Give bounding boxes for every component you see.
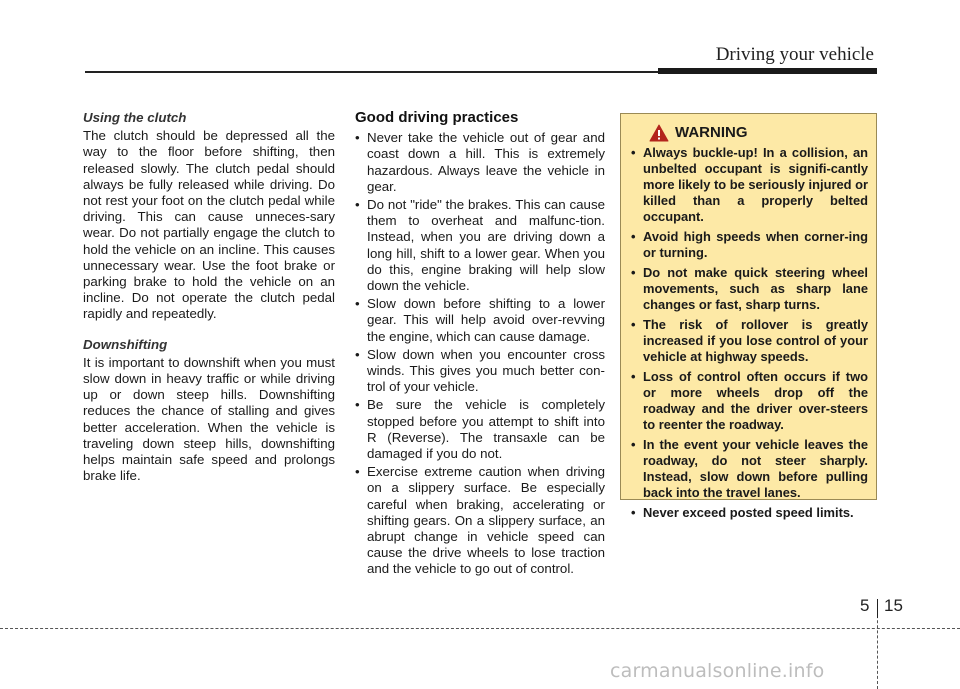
- watermark: carmanualsonline.info: [610, 660, 825, 682]
- left-column: [83, 110, 335, 498]
- warning-item: • Avoid high speeds when corner-ing or turning.: [631, 229, 868, 261]
- warning-item: • In the event your vehicle leaves the roadway, do not steer sharply. Instead, slow down before pulling back into the travel lanes.: [631, 437, 868, 501]
- section-downshifting: [83, 337, 335, 485]
- warning-list: [631, 145, 868, 521]
- chapter-number: 5: [860, 596, 870, 615]
- warning-item: • Never exceed posted speed limits.: [631, 505, 868, 521]
- paragraph-using-clutch: The clutch should be depressed all the way to the floor before shifting, then released slowly. The clutch pedal should always be fully released while driving. Do not rest your foot on the clutch pedal while driving. This can cause unneces-sary wear. Do not partially engage the clutch to hold the vehicle on an incline. This causes unnecessary wear. Use the foot brake or parking brake to hold the vehicle on an incline. Do not operate the clutch pedal rapidly and repeatedly.: [83, 128, 335, 322]
- header-title: Driving your vehicle: [715, 44, 874, 65]
- list-item: • Do not "ride" the brakes. This can cause them to overheat and malfunc-tion. Instead, when you are driving down a long hill, shift to a lower gear. When you do this, engine braking will help slow down the vehicle.: [355, 197, 605, 294]
- warning-item: • Always buckle-up! In a collision, an unbelted occupant is signifi-cantly more likely to be seriously injured or killed than a properly belted occupant.: [631, 145, 868, 225]
- list-item: • Be sure the vehicle is completely stopped before you attempt to shift into R (Reverse). The transaxle can be damaged if you do not.: [355, 397, 605, 462]
- header-rule-accent: [658, 68, 877, 74]
- section-using-clutch: [83, 110, 335, 323]
- footer-rule: [0, 628, 960, 629]
- list-item: • Slow down when you encounter cross winds. This gives you much better con-trol of your vehicle.: [355, 347, 605, 396]
- subhead-using-clutch: Using the clutch: [83, 110, 187, 125]
- warning-item: • Loss of control often occurs if two or more wheels drop off the roadway and the driver over-steers to reenter the roadway.: [631, 369, 868, 433]
- list-item: • Exercise extreme caution when driving on a slippery surface. Be especially careful when braking, accelerating or shifting gears. On a slippery surface, an abrupt change in vehicle speed can cause the drive wheels to lose traction and the vehicle to go out of control.: [355, 464, 605, 577]
- warning-title: WARNING: [675, 124, 748, 141]
- list-item: • Never take the vehicle out of gear and coast down a hill. This is extremely hazardous. Always leave the vehicle in gear.: [355, 130, 605, 195]
- warning-item: • Do not make quick steering wheel movements, such as sharp lane changes or fast, sharp turns.: [631, 265, 868, 313]
- warning-header: [631, 124, 868, 142]
- warning-item: • The risk of rollover is greatly increased if you lose control of your vehicle at highway speeds.: [631, 317, 868, 365]
- subhead-downshifting: Downshifting: [83, 336, 168, 352]
- section-title-good-driving: Good driving practices: [355, 109, 519, 126]
- warning-box: [620, 113, 877, 520]
- warning-triangle-icon: [649, 124, 669, 142]
- page-number: 15: [884, 596, 903, 615]
- list-item: • Slow down before shifting to a lower gear. This will help avoid over-revving the engine, which can cause damage.: [355, 296, 605, 345]
- middle-column: [355, 110, 605, 580]
- good-driving-list: [355, 130, 605, 577]
- paragraph-downshifting: It is important to downshift when you must slow down in heavy traffic or while driving up or down steep hills. Downshifting reduces the chance of stalling and gives better acceleration. When the vehicle is traveling down steep hills, downshifting helps maintain safe speed and prolongs brake life.: [83, 354, 335, 484]
- page-number-divider: [877, 599, 878, 618]
